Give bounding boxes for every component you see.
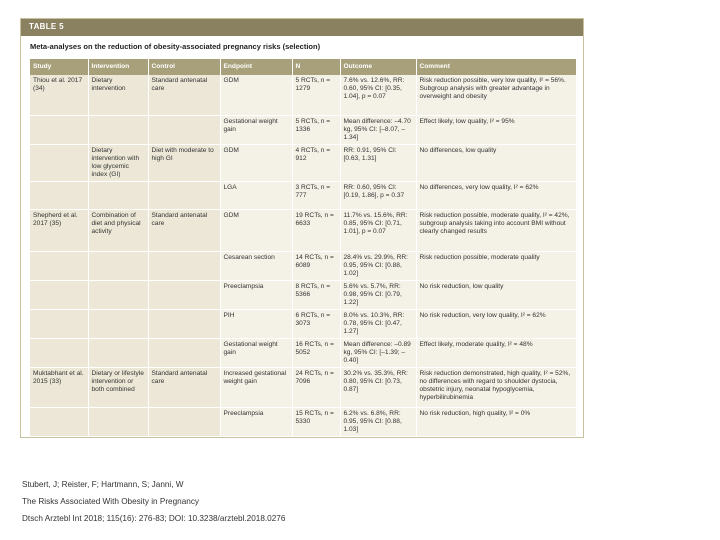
cell-comment: Risk reduction possible, moderate quality, I² = 42%, subgroup analysis taking into account BMI without clearly changed results (416, 209, 576, 251)
table-row (30, 181, 576, 209)
column-header-control: Control (148, 59, 220, 75)
cell-n: 6 RCTs, n = 3073 (292, 309, 340, 338)
cell-study (30, 115, 88, 144)
cell-intervention (88, 309, 148, 338)
cell-outcome: Mean difference: –0.89 kg, 95% CI: [–1.39; –0.40] (340, 338, 416, 367)
citation (22, 476, 285, 527)
cell-comment: No differences, very low quality, I² = 62% (416, 181, 576, 209)
table-row (30, 309, 576, 338)
cell-endpoint: LGA (220, 181, 292, 209)
table-row (30, 144, 576, 181)
cell-endpoint: Increased gestational weight gain (220, 367, 292, 407)
cell-control (148, 251, 220, 280)
column-header-study: Study (30, 59, 88, 75)
cell-study: Shepherd et al. 2017 (35) (30, 209, 88, 251)
cell-comment: Effect likely, low quality, I² = 95% (416, 115, 576, 144)
cell-control: Standard antenatal care (148, 75, 220, 115)
cell-study (30, 309, 88, 338)
column-header-intervention: Intervention (88, 59, 148, 75)
cell-outcome: Mean difference: –4.70 kg, 95% CI: [–8.07, –1.34] (340, 115, 416, 144)
cell-outcome: 11.7% vs. 15.6%, RR: 0.85, 95% CI: [0.71, 1.01], p = 0.07 (340, 209, 416, 251)
table-row (30, 209, 576, 251)
cell-comment: Risk reduction possible, very low quality, I² = 56%. Subgroup analysis with greater advantage in overweight and obesity (416, 75, 576, 115)
cell-study (30, 144, 88, 181)
column-header-outcome: Outcome (340, 59, 416, 75)
cell-endpoint: GDM (220, 75, 292, 115)
cell-n: 15 RCTs, n = 5330 (292, 407, 340, 436)
cell-comment: No risk reduction, high quality, I² = 0% (416, 407, 576, 436)
cell-endpoint: Gestational weight gain (220, 338, 292, 367)
column-header-endpoint: Endpoint (220, 59, 292, 75)
cell-study (30, 280, 88, 309)
cell-control: Standard antenatal care (148, 209, 220, 251)
cell-control (148, 309, 220, 338)
cell-intervention (88, 407, 148, 436)
table-figure (20, 18, 584, 438)
cell-endpoint: Gestational weight gain (220, 115, 292, 144)
cell-intervention (88, 280, 148, 309)
cell-n: 8 RCTs, n = 5366 (292, 280, 340, 309)
cell-outcome: RR: 0.60, 95% CI: [0.19, 1.86], p = 0.37 (340, 181, 416, 209)
cell-comment: Effect likely, moderate quality, I² = 48% (416, 338, 576, 367)
cell-study (30, 338, 88, 367)
table-row (30, 367, 576, 407)
cell-n: 14 RCTs, n = 6089 (292, 251, 340, 280)
cell-endpoint: Preeclampsia (220, 280, 292, 309)
cell-outcome: 8.0% vs. 10.3%, RR: 0.78, 95% CI: [0.47, 1.27] (340, 309, 416, 338)
cell-intervention (88, 251, 148, 280)
cell-endpoint: Cesarean section (220, 251, 292, 280)
citation-title: The Risks Associated With Obesity in Pregnancy (22, 497, 200, 506)
cell-control (148, 115, 220, 144)
table-row (30, 280, 576, 309)
cell-endpoint: GDM (220, 144, 292, 181)
cell-outcome: 5.6% vs. 5.7%, RR: 0.98, 95% CI: [0.79, 1.22] (340, 280, 416, 309)
cell-intervention (88, 181, 148, 209)
cell-outcome: 7.6% vs. 12.6%, RR: 0.60, 95% CI: [0.35, 1.04], p = 0.07 (340, 75, 416, 115)
cell-n: 19 RCTs, n = 6633 (292, 209, 340, 251)
cell-endpoint: Preeclampsia (220, 407, 292, 436)
cell-outcome: 6.2% vs. 6.8%, RR: 0.95, 95% CI: [0.88, 1.03] (340, 407, 416, 436)
cell-n: 24 RCTs, n = 7096 (292, 367, 340, 407)
cell-control (148, 280, 220, 309)
cell-comment: No risk reduction, low quality (416, 280, 576, 309)
table-title: Meta-analyses on the reduction of obesity-associated pregnancy risks (selection) (30, 42, 321, 51)
table-row (30, 115, 576, 144)
table-label: TABLE 5 (21, 19, 583, 36)
cell-n: 5 RCTs, n = 1279 (292, 75, 340, 115)
cell-study: Thiou et al. 2017 (34) (30, 75, 88, 115)
column-header-comment: Comment (416, 59, 576, 75)
cell-n: 16 RCTs, n = 5052 (292, 338, 340, 367)
table-row (30, 251, 576, 280)
cell-intervention (88, 338, 148, 367)
cell-comment: Risk reduction possible, moderate quality (416, 251, 576, 280)
cell-study (30, 181, 88, 209)
meta-analysis-table (30, 59, 577, 437)
cell-n: 4 RCTs, n = 912 (292, 144, 340, 181)
cell-outcome: RR: 0.91, 95% CI: [0.63, 1.31] (340, 144, 416, 181)
cell-endpoint: GDM (220, 209, 292, 251)
cell-study: Muktabhant et al. 2015 (33) (30, 367, 88, 407)
cell-n: 5 RCTs, n = 1336 (292, 115, 340, 144)
cell-intervention: Dietary or lifestyle intervention or both combined (88, 367, 148, 407)
cell-endpoint: PIH (220, 309, 292, 338)
cell-intervention (88, 115, 148, 144)
cell-control: Standard antenatal care (148, 367, 220, 407)
cell-comment: No differences, low quality (416, 144, 576, 181)
cell-control (148, 338, 220, 367)
column-header-n: N (292, 59, 340, 75)
cell-study (30, 251, 88, 280)
cell-comment: No risk reduction, very low quality, I² = 62% (416, 309, 576, 338)
table-row (30, 407, 576, 436)
table-row (30, 75, 576, 115)
table-body (30, 75, 576, 436)
cell-intervention: Dietary intervention (88, 75, 148, 115)
citation-source: Dtsch Arztebl Int 2018; 115(16): 276-83; DOI: 10.3238/arztebl.2018.0276 (22, 514, 286, 523)
cell-outcome: 28.4% vs. 29.9%, RR: 0.95, 95% CI: [0.88, 1.02] (340, 251, 416, 280)
cell-control: Diet with moderate to high GI (148, 144, 220, 181)
citation-authors: Stubert, J; Reister, F; Hartmann, S; Janni, W (22, 480, 184, 489)
table-row (30, 338, 576, 367)
cell-study (30, 407, 88, 436)
cell-n: 3 RCTs, n = 777 (292, 181, 340, 209)
table-header-row (30, 59, 576, 75)
cell-comment: Risk reduction demonstrated, high quality, I² = 52%, no differences with regard to shoulder dystocia, obstetric injury, neonatal hypoglycemia, hyperbilirubinemia (416, 367, 576, 407)
cell-intervention: Combination of diet and physical activity (88, 209, 148, 251)
cell-control (148, 407, 220, 436)
cell-intervention: Dietary intervention with low glycemic index (GI) (88, 144, 148, 181)
cell-outcome: 30.2% vs. 35.3%, RR: 0.80, 95% CI: [0.73, 0.87] (340, 367, 416, 407)
cell-control (148, 181, 220, 209)
